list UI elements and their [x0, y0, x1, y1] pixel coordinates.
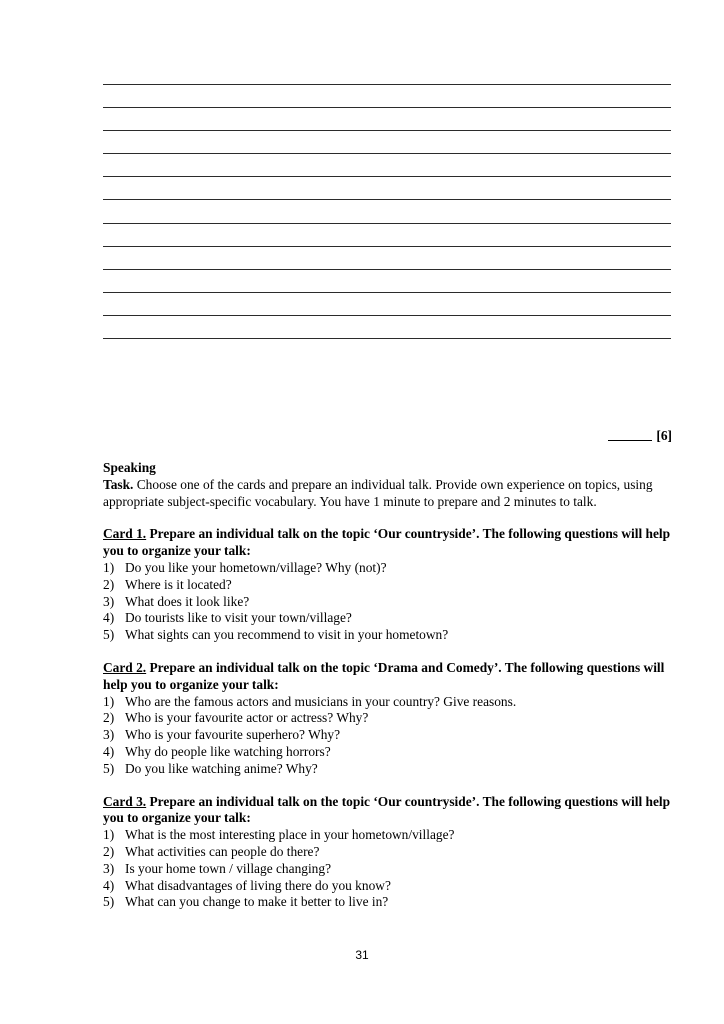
item-number: 5)	[103, 760, 115, 776]
list-item	[103, 577, 673, 594]
item-text: What does it look like?	[125, 593, 250, 609]
item-number: 5)	[103, 627, 115, 643]
list-item	[103, 894, 673, 911]
card-1	[103, 526, 673, 644]
card-heading	[103, 660, 673, 694]
item-text: Is your home town / village changing?	[125, 860, 332, 876]
item-number: 3)	[103, 860, 115, 876]
card-heading-text: Prepare an individual talk on the topic ‘Drama and Comedy’. The following questions will help you to organize your talk:	[103, 659, 665, 692]
list-item	[103, 878, 673, 895]
list-item	[103, 761, 673, 778]
list-item	[103, 844, 673, 861]
speaking-section	[103, 460, 673, 911]
card-heading	[103, 526, 673, 560]
answer-line	[103, 292, 671, 293]
question-list	[103, 560, 673, 644]
item-number: 4)	[103, 877, 115, 893]
card-label: Card 2.	[103, 659, 147, 675]
item-number: 3)	[103, 727, 115, 743]
task-text: Choose one of the cards and prepare an individual talk. Provide own experience on topics, using appropriate subject-specific vocabulary. You have 1 minute to prepare and 2 minutes to talk.	[103, 476, 653, 509]
answer-line	[103, 84, 671, 85]
answer-line	[103, 130, 671, 131]
answer-line	[103, 246, 671, 247]
item-text: What sights can you recommend to visit in your hometown?	[125, 627, 449, 643]
card-label: Card 1.	[103, 526, 147, 542]
list-item	[103, 610, 673, 627]
task-instructions	[103, 477, 673, 511]
answer-line	[103, 315, 671, 316]
item-number: 1)	[103, 827, 115, 843]
item-text: Who is your favourite actor or actress? Why?	[125, 710, 369, 726]
list-item	[103, 861, 673, 878]
score-blank	[608, 428, 652, 441]
score-field	[608, 428, 672, 444]
item-number: 2)	[103, 576, 115, 592]
item-text: Do you like your hometown/village? Why (not)?	[125, 559, 387, 575]
list-item	[103, 560, 673, 577]
item-number: 3)	[103, 593, 115, 609]
item-text: Who are the famous actors and musicians in your country? Give reasons.	[125, 693, 517, 709]
answer-line	[103, 223, 671, 224]
item-number: 1)	[103, 559, 115, 575]
item-text: Do you like watching anime? Why?	[125, 760, 318, 776]
answer-line	[103, 269, 671, 270]
list-item	[103, 727, 673, 744]
answer-line	[103, 199, 671, 200]
card-label: Card 3.	[103, 793, 147, 809]
item-text: Do tourists like to visit your town/village?	[125, 610, 352, 626]
list-item	[103, 827, 673, 844]
answer-line	[103, 107, 671, 108]
card-3	[103, 794, 673, 912]
list-item	[103, 744, 673, 761]
list-item	[103, 594, 673, 611]
item-number: 1)	[103, 693, 115, 709]
list-item	[103, 710, 673, 727]
card-2	[103, 660, 673, 778]
item-number: 4)	[103, 610, 115, 626]
item-number: 2)	[103, 710, 115, 726]
card-heading-text: Prepare an individual talk on the topic ‘Our countryside’. The following questions will help you to organize your talk:	[103, 526, 671, 559]
item-text: What is the most interesting place in your hometown/village?	[125, 827, 455, 843]
item-text: Where is it located?	[125, 576, 232, 592]
item-text: What activities can people do there?	[125, 843, 320, 859]
page-number: 31	[355, 948, 369, 962]
list-item	[103, 627, 673, 644]
item-number: 4)	[103, 743, 115, 759]
answer-line	[103, 153, 671, 154]
item-text: What disadvantages of living there do you know?	[125, 877, 391, 893]
item-number: 5)	[103, 894, 115, 910]
list-item	[103, 694, 673, 711]
score-label: [6]	[656, 428, 672, 443]
item-text: Why do people like watching horrors?	[125, 743, 331, 759]
question-list	[103, 827, 673, 911]
answer-line	[103, 176, 671, 177]
answer-line	[103, 338, 671, 339]
card-heading	[103, 794, 673, 828]
answer-lines	[103, 84, 671, 361]
section-title: Speaking	[103, 460, 156, 475]
card-heading-text: Prepare an individual talk on the topic ‘Our countryside’. The following questions will help you to organize your talk:	[103, 793, 671, 826]
task-label: Task.	[103, 476, 134, 492]
item-text: Who is your favourite superhero? Why?	[125, 727, 341, 743]
item-number: 2)	[103, 843, 115, 859]
item-text: What can you change to make it better to live in?	[125, 894, 389, 910]
question-list	[103, 694, 673, 778]
